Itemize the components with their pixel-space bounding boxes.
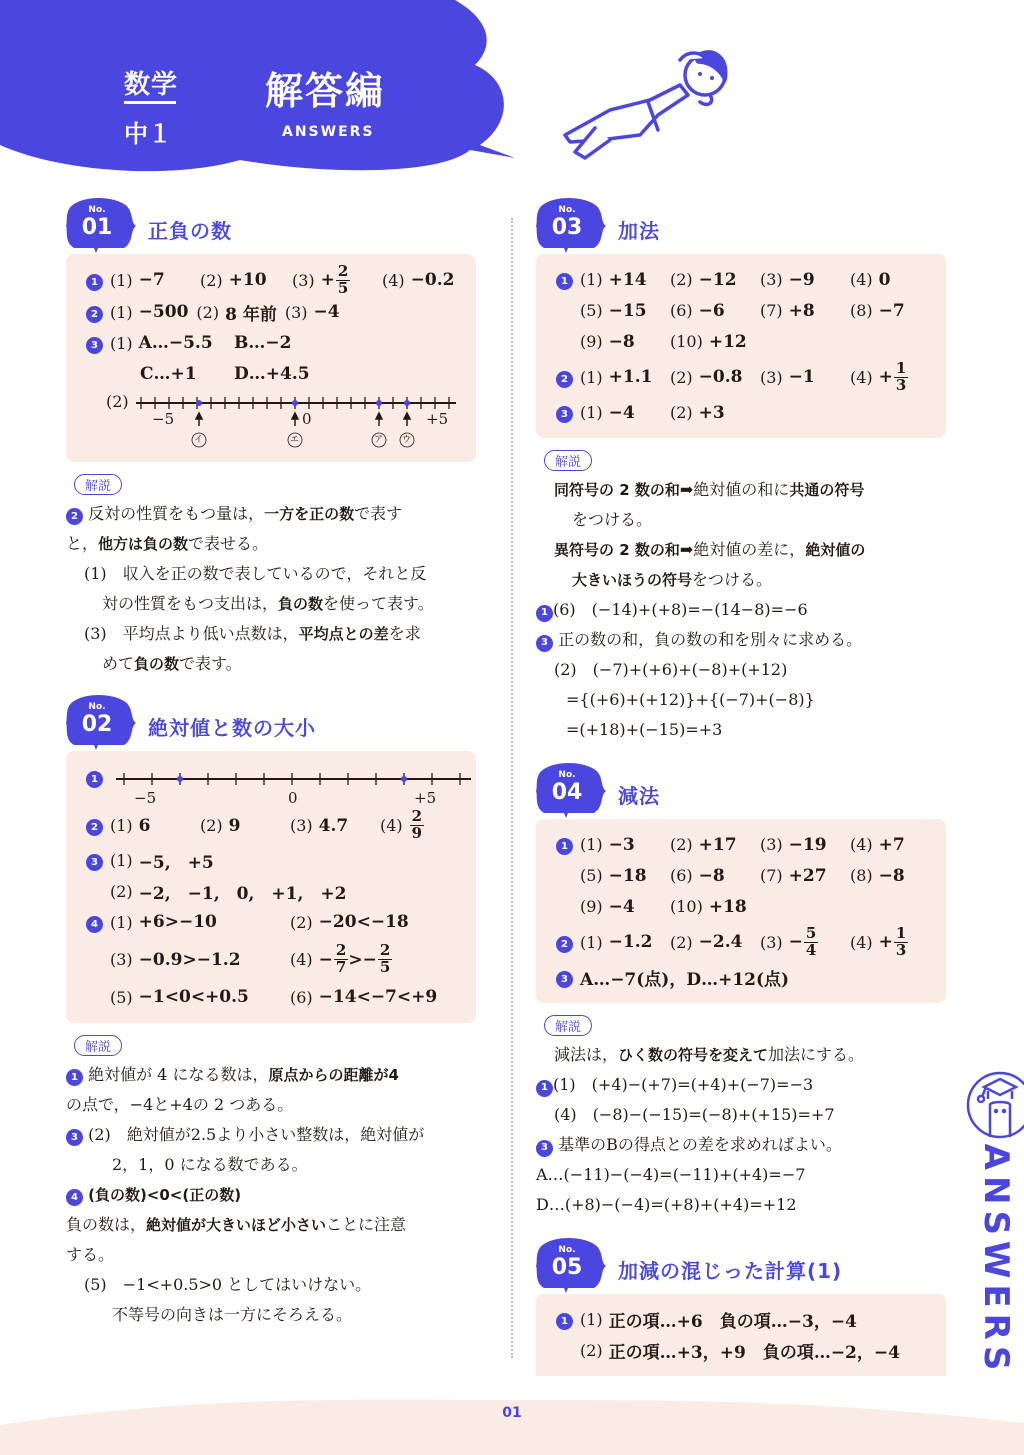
answer-box	[536, 1294, 946, 1376]
right-column	[536, 198, 946, 1376]
question-number-icon: 2	[86, 306, 103, 323]
answer-box	[536, 819, 946, 1003]
section-number-badge: No. 02	[66, 695, 138, 749]
explanation-01: 2 反対の性質をもつ量は，一方を正の数で表す と，他方は負の数で表せる。 (1) 収入を正の数で表しているので，それと反 対の性質をもつ支出は，負の数を使って表す。 (3) 平均点より低い点数は，平均点との差を求 めて負の数で表す。	[66, 503, 434, 673]
page-title: 解答編	[265, 69, 386, 113]
answer-row-q1-cont2: (9) −8 (10) +12	[580, 331, 747, 352]
explanation-02: 1 絶対値が 4 になる数は，原点からの距離が4 の点で，−4と+4の 2 つある。 3 (2) 絶対値が2.5より小さい整数は，絶対値が 2，1，0 になる数である。 4 (負の数)<0<(正の数) 負の数は，絶対値が大きいほど小さいことに注意 する。 (5) −1<+0.5>0 としてはいけない。 不等号の向きは一方にそろえる。	[66, 1064, 425, 1324]
answer-row-q1-cont2: (9) −4 (10) +18	[580, 896, 747, 917]
section-title: 加減の混じった計算(1)	[618, 1259, 843, 1283]
section-number-badge: No. 05	[536, 1238, 608, 1292]
column-divider	[511, 218, 513, 1358]
side-tab-label: ANSWERS	[976, 1143, 1016, 1377]
reclining-person-illustration	[540, 40, 730, 170]
answer-row-q2: 2 (1) −500 (2) 8 年前 (3) −4	[86, 297, 464, 328]
section-title: 加法	[618, 219, 660, 243]
answer-box	[66, 751, 476, 1023]
answer-row-q1-cont: (2) 正の項…+3，+9 負の項…−2，−4	[580, 1341, 900, 1363]
grade-label: 中１	[124, 120, 172, 148]
answer-row-q3: 3 (1) −5, +5	[86, 845, 464, 876]
explanation-03: 同符号の 2 数の和➡絶対値の和に共通の符号 をつける。 異符号の 2 数の和➡絶対値の差に，絶対値の 大きいほうの符号をつける。 1 (6) (−14)+(+8)=−(14−8)=−6 3 正の数の和，負の数の和を別々に求める。 (2) (−7)+(+6)+(−8)+(+12) ={(+6)+(+12)}+{(−7)+(−8)} =(+18)+(−15)=+3	[536, 475, 946, 745]
answer-row-q2: 2 (1) 6 (2) 9 (3) 4.7 (4) $\frac{2}{9}$	[86, 807, 464, 845]
answer-row-q3: 3 (1) −4 (2) +3	[556, 397, 934, 428]
answer-row-q1-cont: (5) −15 (6) −6 (7) +8 (8) −7	[580, 300, 905, 321]
number-line-answer: 1 −5 0 +5	[86, 761, 464, 807]
section-number-badge: No. 01	[66, 198, 138, 252]
header-rule	[124, 101, 176, 104]
footer-wave	[0, 1395, 1024, 1455]
section-title: 減法	[618, 784, 660, 808]
section-02-header	[66, 695, 476, 751]
explanation-label: 解説	[74, 474, 122, 495]
graduate-cat-icon	[958, 1065, 1024, 1150]
answer-row-q3: 3 A…−7(点)，D…+12(点)	[556, 962, 934, 993]
answer-row-q1-cont: (5) −18 (6) −8 (7) +27 (8) −8	[580, 865, 905, 886]
answer-row-q4-cont: (3) −0.9>−1.2 (4) − $\frac{2}{7}$ >− $\frac{2}{5}$	[110, 941, 391, 976]
answer-row-q1: 1 (1) 正の項…+6 負の項…−3，−4	[556, 1304, 934, 1335]
answer-row-q2: 2 (1) −1.2 (2) −2.4 (3) − $\frac{5}{4}$ (4) + $\frac{1}{3}$	[556, 922, 934, 962]
answer-row-q3: 3 (1) A…−5.5 B…−2	[86, 328, 464, 359]
left-column	[66, 198, 476, 1330]
section-01-header	[66, 198, 476, 254]
section-title: 正負の数	[148, 219, 232, 243]
answer-box	[536, 254, 946, 438]
explanation-label: 解説	[544, 450, 592, 471]
page-number: 01	[502, 1405, 522, 1421]
answer-row-q1: 1 (1) −3 (2) +17 (3) −19 (4) +7	[556, 829, 934, 860]
section-number-badge: No. 03	[536, 198, 608, 252]
section-03-header	[536, 198, 946, 254]
explanation-label: 解説	[74, 1035, 122, 1056]
question-number-icon: 3	[86, 337, 103, 354]
header-cloud-shape	[0, 0, 520, 180]
answer-box	[66, 254, 476, 462]
explanation-04: 減法は，ひく数の符号を変えて加法にする。 1 (1) (+4)−(+7)=(+4)+(−7)=−3 (4) (−8)−(−15)=(−8)+(+15)=+7 3 基準のBの得点との差を求めればよい。 A…(−11)−(−4)=(−11)+(+4)=−7 D…(+8)−(−4)=(+8)+(+4)=+12	[536, 1045, 865, 1214]
answer-row-q1: 1 (1) +14 (2) −12 (3) −9 (4) 0	[556, 264, 934, 295]
section-number-badge: No. 04	[536, 763, 608, 817]
question-number-icon: 1	[86, 274, 103, 291]
section-title: 絶対値と数の大小	[148, 715, 316, 740]
section-04-header	[536, 763, 946, 819]
number-line-answer: (2) −5 0 +5 イ エ ア ウ	[106, 391, 449, 445]
answer-row-q2: 2 (1) +1.1 (2) −0.8 (3) −1 (4) + $\frac{1}{3}$	[556, 357, 934, 397]
answer-row-q3-cont: C…+1 D…+4.5	[140, 364, 310, 384]
explanation-label: 解説	[544, 1015, 592, 1036]
answer-row-q4: 4 (1) +6>−10 (2) −20<−18	[86, 907, 464, 938]
answer-row-q3-cont: (2) −2, −1, 0, +1, +2	[110, 881, 347, 904]
answer-row-q4-cont2: (5) −1<0<+0.5 (6) −14<−7<+9	[110, 987, 438, 1007]
subject-label: 数学	[124, 70, 179, 100]
answer-row-q1: 1 (1) −7 (2) +10 (3) + $\frac{2}{5}$ (4) −0.2	[86, 264, 464, 297]
page-subtitle: ANSWERS	[282, 124, 375, 140]
section-05-header	[536, 1238, 946, 1294]
